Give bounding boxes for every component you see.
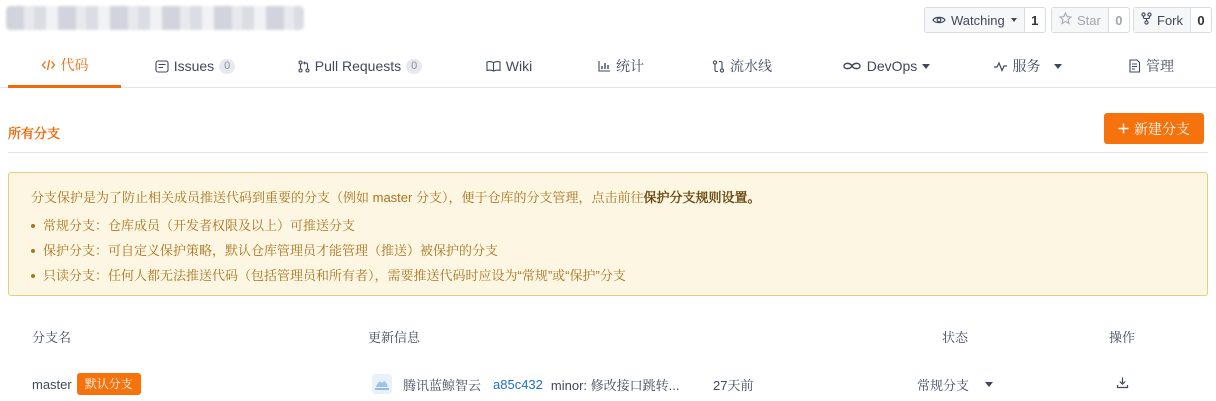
update-info-cell — [372, 374, 679, 394]
tab-issues[interactable] — [150, 44, 240, 88]
commit-time: 27天前 — [713, 377, 754, 393]
chevron-down-icon — [922, 64, 930, 69]
avatar — [372, 374, 392, 394]
wiki-icon — [486, 60, 501, 72]
fork-button[interactable] — [1134, 8, 1191, 32]
star-button-group[interactable] — [1051, 7, 1130, 33]
column-header-branch-name: 分支名 — [32, 330, 72, 345]
new-branch-button[interactable] — [1104, 113, 1204, 144]
fork-button-group[interactable] — [1133, 7, 1212, 33]
list-item — [31, 242, 626, 267]
page-title: 所有分支 — [8, 126, 61, 141]
notice-item-text: 只读分支：任何人都无法推送代码（包括管理员和所有者），需要推送代码时应设为“常规”或“保护”分支 — [43, 268, 626, 283]
list-item — [31, 267, 626, 292]
tab-label: 管理 — [1146, 58, 1174, 74]
watch-count[interactable]: 1 — [1031, 12, 1039, 28]
eye-icon — [932, 13, 946, 28]
column-header-update-info: 更新信息 — [368, 330, 421, 345]
notice-intro-text: 分支保护是为了防止相关成员推送代码到重要的分支（例如 master 分支），便于仓库的分支管理，点击前往 — [31, 190, 644, 205]
issues-icon — [155, 60, 169, 73]
branch-name-cell — [32, 374, 141, 394]
tab-pipeline[interactable] — [703, 44, 781, 88]
star-icon — [1059, 12, 1072, 28]
star-count[interactable]: 0 — [1115, 12, 1123, 28]
branch-status-select[interactable] — [917, 374, 993, 394]
tab-devops[interactable] — [834, 44, 938, 88]
download-icon — [1116, 376, 1129, 392]
repository-name-blurred — [6, 6, 304, 30]
protection-rules-link[interactable]: 保护分支规则设置。 — [643, 190, 761, 205]
tab-label: DevOps — [866, 58, 918, 74]
tab-code[interactable] — [8, 44, 121, 88]
fork-icon — [1141, 12, 1152, 28]
notice-item-text: 保护分支：可自定义保护策略，默认仓库管理员才能管理（推送）被保护的分支 — [43, 243, 499, 258]
star-label: Star — [1077, 12, 1101, 28]
watch-button[interactable] — [925, 8, 1025, 32]
tab-label: 流水线 — [730, 58, 772, 74]
chevron-down-icon — [985, 382, 993, 387]
bullet-icon — [31, 224, 35, 228]
branch-protection-notice — [8, 172, 1208, 296]
tab-label: 统计 — [616, 58, 644, 74]
download-button[interactable] — [1116, 374, 1129, 394]
chevron-down-icon — [1011, 18, 1017, 22]
new-branch-label: 新建分支 — [1134, 120, 1190, 137]
watch-label: Watching — [951, 12, 1005, 28]
chart-icon — [598, 60, 611, 72]
plus-icon — [1118, 121, 1129, 137]
commit-message: minor: 修改接口跳转... — [550, 377, 680, 393]
tab-pull-requests[interactable] — [292, 44, 428, 88]
tab-services[interactable] — [989, 44, 1065, 88]
tab-label: Pull Requests — [314, 58, 402, 74]
notice-intro — [31, 187, 760, 206]
tab-label: Issues — [173, 58, 215, 74]
tab-statistics[interactable] — [589, 44, 653, 88]
watch-button-group[interactable] — [924, 7, 1046, 33]
column-header-actions: 操作 — [1109, 330, 1136, 345]
branch-name-link[interactable]: master — [32, 376, 72, 392]
repo-nav-tabs — [0, 44, 1216, 88]
issues-count-badge: 0 — [219, 59, 235, 74]
tab-label: 服务 — [1012, 58, 1041, 74]
tab-wiki[interactable] — [478, 44, 540, 88]
section-divider — [8, 152, 1208, 153]
default-branch-badge: 默认分支 — [77, 373, 141, 395]
tab-label: Wiki — [505, 58, 533, 74]
list-item — [31, 217, 626, 242]
pipeline-icon — [712, 60, 725, 73]
tab-label: 代码 — [60, 56, 89, 73]
pulse-icon — [993, 61, 1008, 72]
column-header-status: 状态 — [942, 330, 969, 345]
code-icon — [41, 59, 56, 71]
pull-request-icon — [298, 60, 310, 73]
notice-list — [31, 217, 626, 292]
infinity-icon — [842, 61, 862, 71]
commit-author: 腾讯蓝鲸智云 — [403, 377, 482, 393]
fork-label: Fork — [1157, 12, 1183, 28]
tab-manage[interactable] — [1117, 44, 1185, 88]
chevron-down-icon — [1054, 64, 1062, 69]
pull-requests-count-badge: 0 — [406, 59, 422, 74]
commit-sha-link[interactable]: a85c432 — [493, 376, 543, 392]
bullet-icon — [31, 249, 35, 253]
branch-status-value: 常规分支 — [917, 377, 970, 393]
notice-item-text: 常规分支：仓库成员（开发者权限及以上）可推送分支 — [43, 218, 356, 233]
fork-count[interactable]: 0 — [1197, 12, 1205, 28]
settings-doc-icon — [1128, 59, 1141, 73]
star-button[interactable] — [1052, 8, 1109, 32]
bullet-icon — [31, 274, 35, 278]
